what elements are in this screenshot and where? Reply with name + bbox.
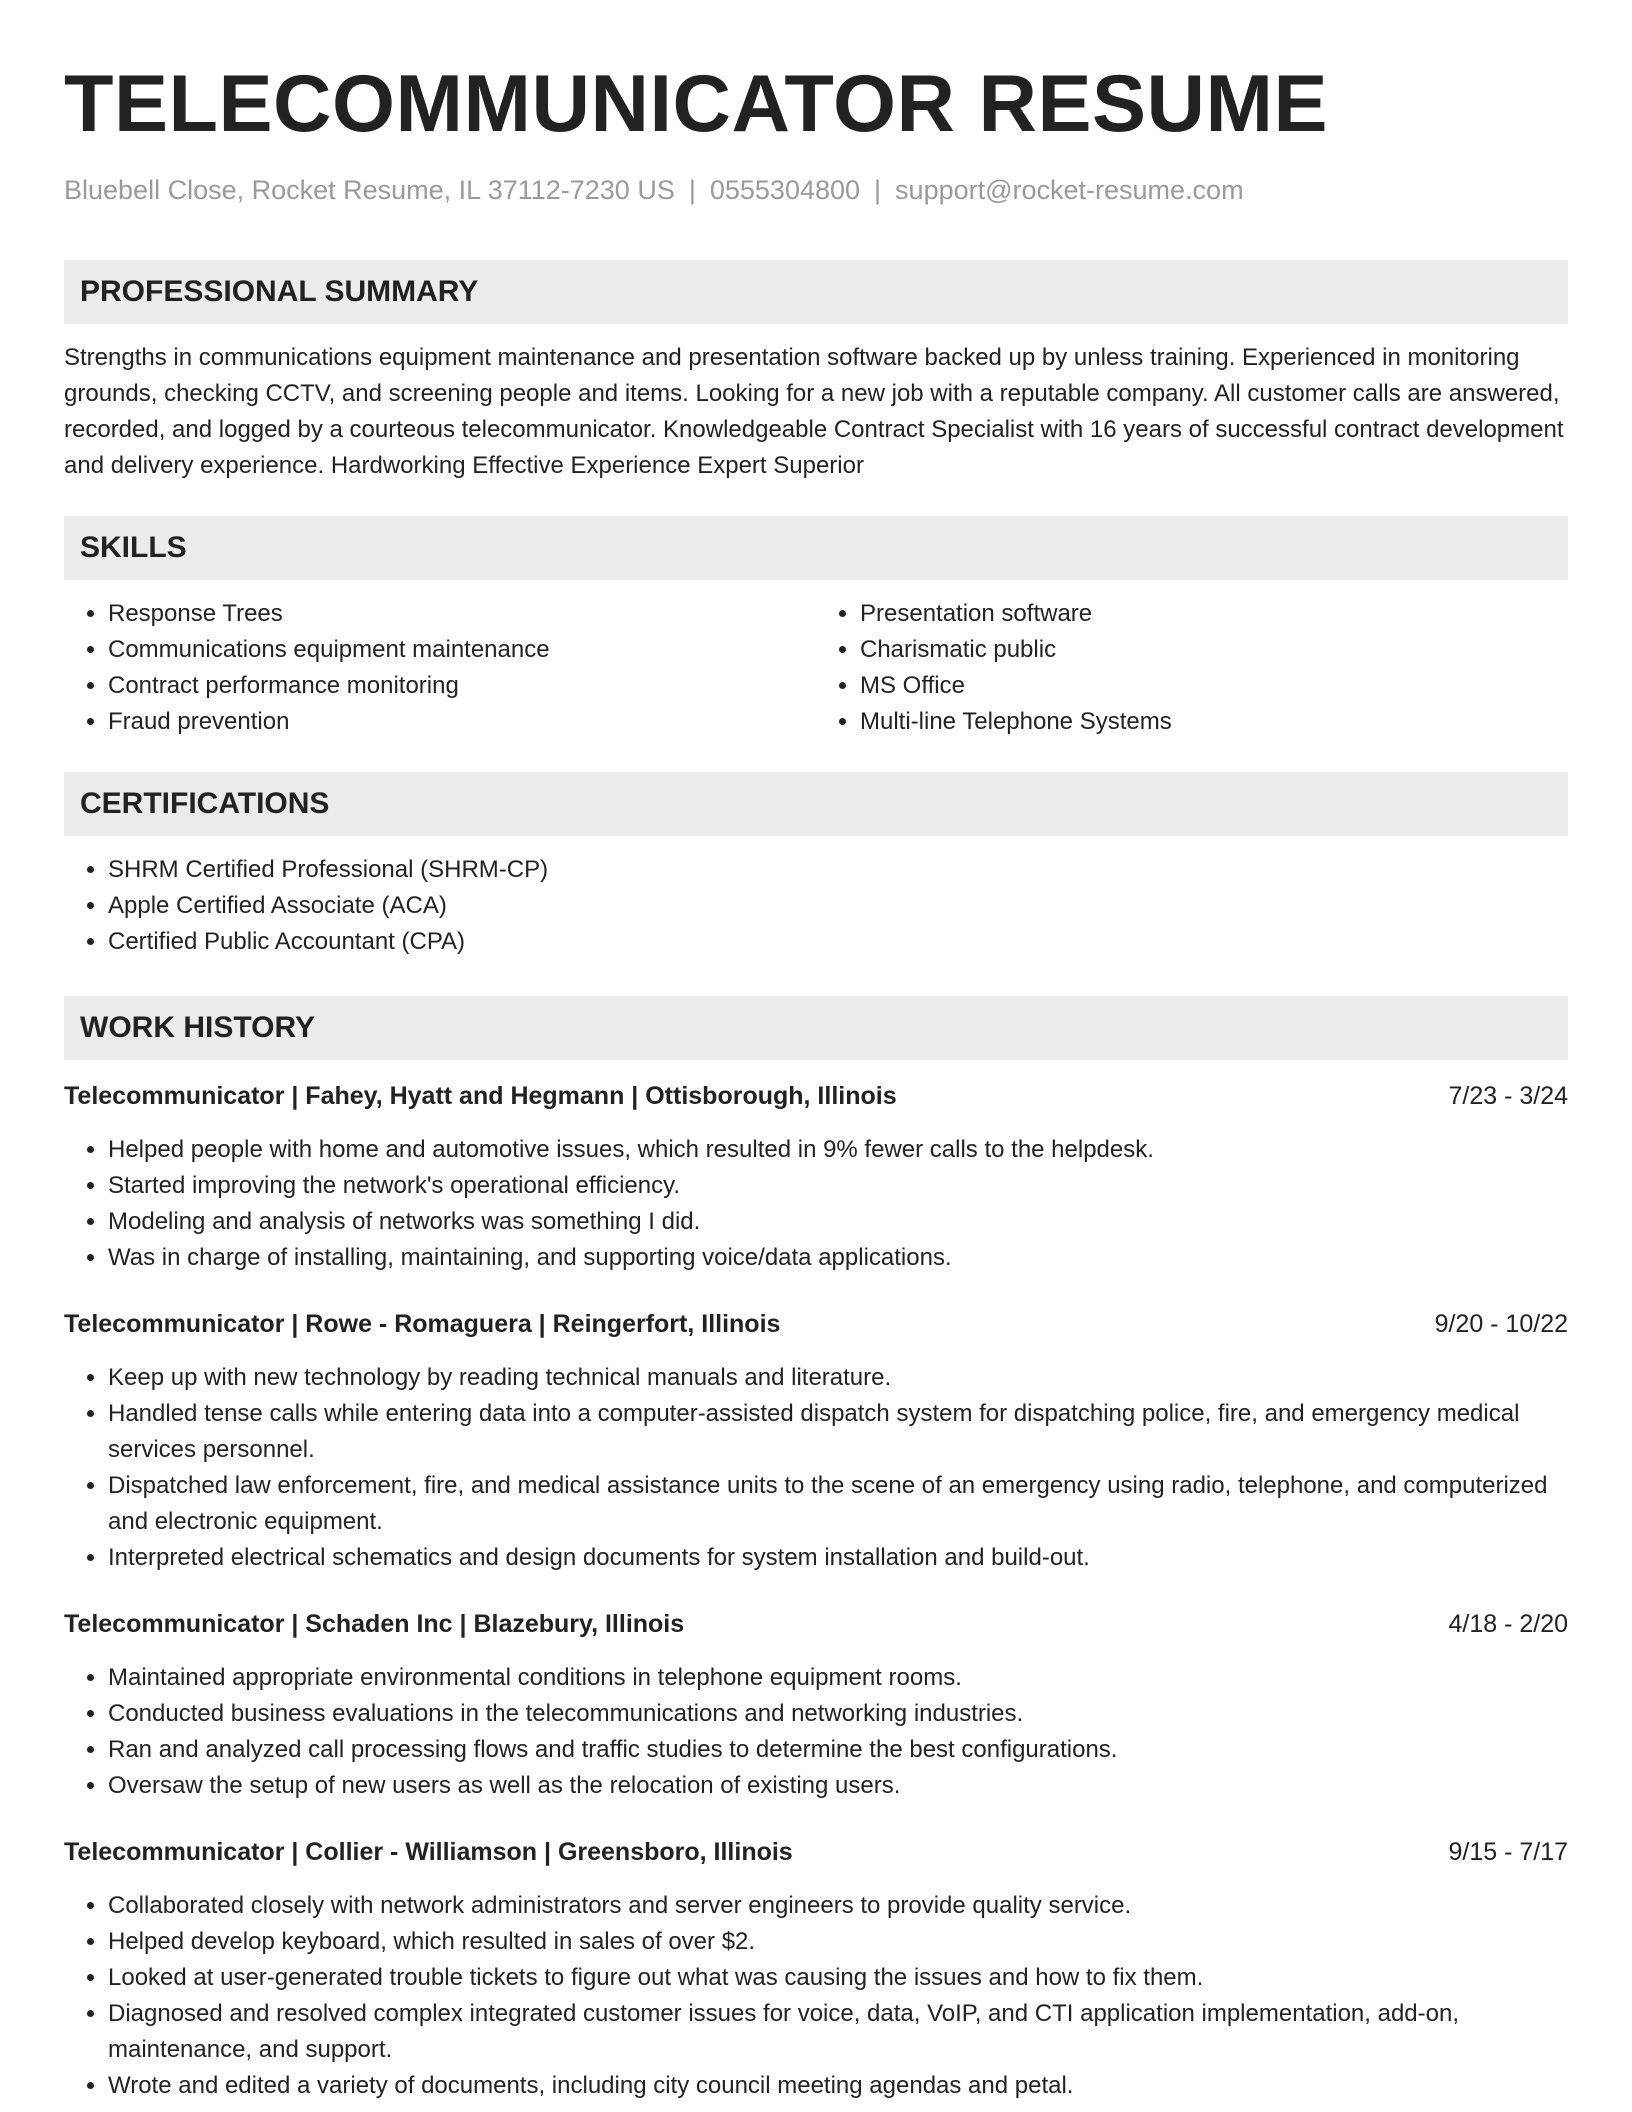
skill-item: • Contract performance monitoring <box>108 668 816 704</box>
job-bullet: • Wrote and edited a variety of documents, including city council meeting agendas and petal. <box>108 2068 1568 2104</box>
skill-item: • MS Office <box>860 668 1568 704</box>
job-title: Telecommunicator | Rowe - Romaguera | Reingerfort, Illinois <box>64 1310 781 1338</box>
section-heading-summary: PROFESSIONAL SUMMARY <box>64 260 1568 324</box>
certification-item: • Apple Certified Associate (ACA) <box>108 888 1568 924</box>
job-dates: 7/23 - 3/24 <box>1448 1082 1568 1110</box>
skill-item: • Charismatic public <box>860 632 1568 668</box>
skills-column-right <box>816 596 1568 740</box>
job-bullet: • Started improving the network's operational efficiency. <box>108 1168 1568 1204</box>
job-entry <box>64 1834 1568 2104</box>
certifications-list <box>64 852 1568 960</box>
contact-line <box>64 172 1568 208</box>
job-header <box>64 1834 1568 1870</box>
job-bullets <box>64 1360 1568 1576</box>
skill-item: • Multi-line Telephone Systems <box>860 704 1568 740</box>
resume-title: TELECOMMUNICATOR RESUME <box>64 59 1328 149</box>
skills-list <box>64 596 1568 740</box>
contact-address: Bluebell Close, Rocket Resume, IL 37112-7230 US <box>64 175 675 205</box>
contact-separator: | <box>688 175 696 205</box>
job-entry <box>64 1606 1568 1804</box>
job-entry <box>64 1306 1568 1576</box>
skill-item: • Fraud prevention <box>108 704 816 740</box>
job-bullet: • Was in charge of installing, maintaining, and supporting voice/data applications. <box>108 1240 1568 1276</box>
job-bullet: • Helped people with home and automotive issues, which resulted in 9% fewer calls to the helpdesk. <box>108 1132 1568 1168</box>
job-title: Telecommunicator | Fahey, Hyatt and Hegmann | Ottisborough, Illinois <box>64 1082 897 1110</box>
summary-text: Strengths in communications equipment maintenance and presentation software backed up by unless training. Experienced in monitoring grounds, checking CCTV, and screening people and items. Looking for a new job with a reputable company. All customer calls are answered, recorded, and logged by a courteous telecommunicator. Knowledgeable Contract Specialist with 16 years of successful contract development and delivery experience. Hardworking Effective Experience Expert Superior <box>64 344 1564 479</box>
job-bullet: • Collaborated closely with network administrators and server engineers to provide quality service. <box>108 1888 1568 1924</box>
skill-item: • Presentation software <box>860 596 1568 632</box>
job-bullet: • Diagnosed and resolved complex integrated customer issues for voice, data, VoIP, and CTI application implementation, add-on, maintenance, and support. <box>108 1996 1568 2068</box>
job-title: Telecommunicator | Schaden Inc | Blazebury, Illinois <box>64 1610 685 1638</box>
certification-item: • SHRM Certified Professional (SHRM-CP) <box>108 852 1568 888</box>
job-bullets <box>64 1660 1568 1804</box>
job-bullet: • Handled tense calls while entering data into a computer-assisted dispatch system for dispatching police, fire, and emergency medical services personnel. <box>108 1396 1568 1468</box>
job-dates: 9/20 - 10/22 <box>1434 1310 1568 1338</box>
job-bullet: • Modeling and analysis of networks was something I did. <box>108 1204 1568 1240</box>
contact-separator: | <box>874 175 882 205</box>
job-bullet: • Conducted business evaluations in the telecommunications and networking industries. <box>108 1696 1568 1732</box>
job-dates: 9/15 - 7/17 <box>1448 1838 1568 1866</box>
section-heading-work-history: WORK HISTORY <box>64 996 1568 1060</box>
job-bullet: • Dispatched law enforcement, fire, and medical assistance units to the scene of an emergency using radio, telephone, and computerized and electronic equipment. <box>108 1468 1568 1540</box>
job-entry <box>64 1078 1568 1276</box>
contact-email: support@rocket-resume.com <box>895 175 1244 205</box>
job-header <box>64 1306 1568 1342</box>
skill-item: • Communications equipment maintenance <box>108 632 816 668</box>
section-heading-skills: SKILLS <box>64 516 1568 580</box>
job-bullet: • Interpreted electrical schematics and design documents for system installation and build-out. <box>108 1540 1568 1576</box>
certification-item: • Certified Public Accountant (CPA) <box>108 924 1568 960</box>
job-title: Telecommunicator | Collier - Williamson | Greensboro, Illinois <box>64 1838 793 1866</box>
job-header <box>64 1078 1568 1114</box>
job-header <box>64 1606 1568 1642</box>
skill-item: • Response Trees <box>108 596 816 632</box>
job-bullet: • Keep up with new technology by reading technical manuals and literature. <box>108 1360 1568 1396</box>
job-bullet: • Ran and analyzed call processing flows and traffic studies to determine the best configurations. <box>108 1732 1568 1768</box>
section-heading-certifications: CERTIFICATIONS <box>64 772 1568 836</box>
contact-phone: 0555304800 <box>709 175 861 205</box>
job-bullet: • Looked at user-generated trouble tickets to figure out what was causing the issues and how to fix them. <box>108 1960 1568 1996</box>
job-bullet: • Maintained appropriate environmental conditions in telephone equipment rooms. <box>108 1660 1568 1696</box>
job-bullets <box>64 1132 1568 1276</box>
job-bullet: • Oversaw the setup of new users as well as the relocation of existing users. <box>108 1768 1568 1804</box>
skills-column-left <box>64 596 816 740</box>
job-dates: 4/18 - 2/20 <box>1448 1610 1568 1638</box>
job-bullets <box>64 1888 1568 2104</box>
job-bullet: • Helped develop keyboard, which resulted in sales of over $2. <box>108 1924 1568 1960</box>
